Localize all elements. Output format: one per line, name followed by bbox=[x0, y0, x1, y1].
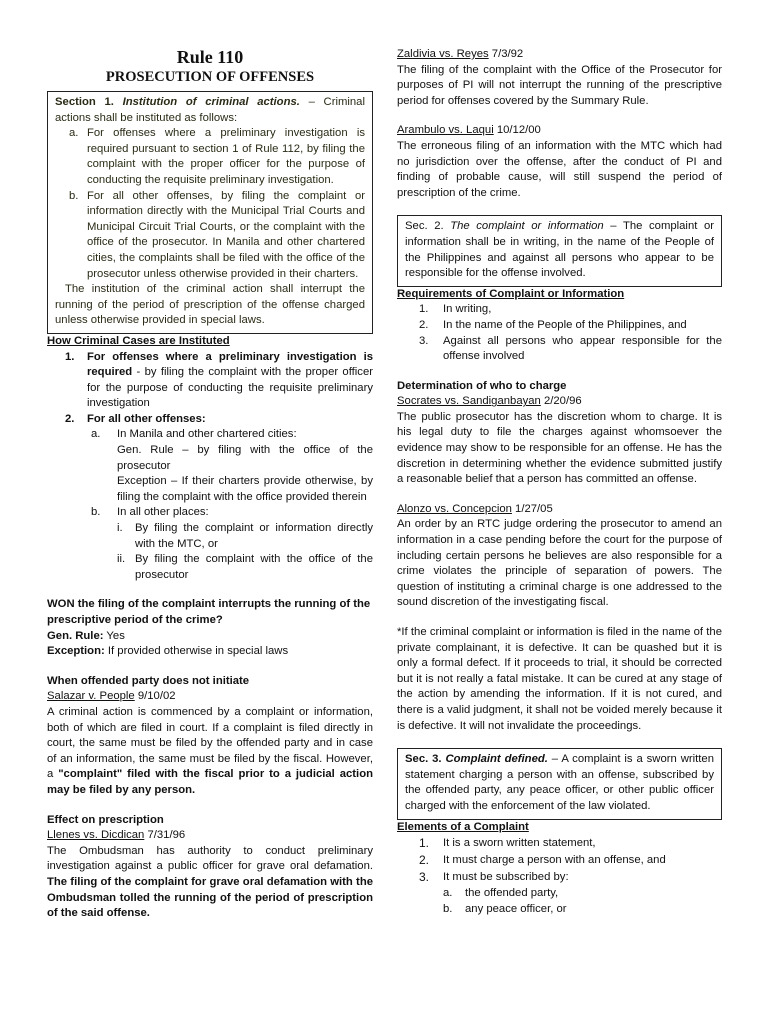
list-item-text: By filing the complaint with the office of the prosecutor bbox=[135, 553, 373, 581]
list-marker: 1. bbox=[65, 350, 75, 363]
list-marker: 2. bbox=[65, 412, 75, 425]
section-2-text bbox=[405, 219, 714, 281]
list-item-text: It must be subscribed by: bbox=[443, 871, 569, 884]
salazar-body-bold: "complaint" filed with the fiscal prior to a judicial action may be filed by any person. bbox=[47, 768, 373, 796]
list-marker: a. bbox=[91, 428, 101, 441]
rule-subtitle: PROSECUTION OF OFFENSES bbox=[105, 69, 315, 85]
how-item-2b-ii bbox=[47, 552, 373, 583]
section-3-label: Sec. 3. bbox=[405, 753, 442, 766]
how-item-1-bold: For offenses where a preliminary investigation is required bbox=[87, 350, 373, 379]
section-3-title: Complaint defined. bbox=[445, 753, 548, 766]
list-marker: a. bbox=[69, 127, 79, 140]
spacer bbox=[397, 109, 722, 123]
list-item-text: In all other places: bbox=[117, 506, 209, 519]
section-1-title: Institution of criminal actions. bbox=[122, 96, 300, 108]
how-item-2b bbox=[47, 505, 373, 521]
alonzo-case bbox=[397, 502, 722, 518]
list-marker: b. bbox=[69, 189, 79, 202]
how-exception: Exception – If their charters provide otherwise, by filing the complaint with the office provided therein bbox=[117, 475, 373, 503]
spacer bbox=[397, 734, 722, 748]
requirements-item bbox=[397, 334, 722, 365]
section-2-rest: – The complaint or information shall be in writing, in the name of the People of the Philippines and against all persons who appear to be responsible for the offense involved. bbox=[405, 220, 714, 280]
list-item-text: In Manila and other chartered cities: bbox=[117, 428, 297, 441]
list-item-text: For offenses where a preliminary investigation is required pursuant to section 1 of Rule 112, by filing the complaint with the proper officer for the purpose of conducting the requisite preliminary investigation. bbox=[87, 127, 365, 186]
list-marker: b. bbox=[91, 506, 101, 519]
section-3-text bbox=[405, 752, 714, 814]
won-exc-label: Exception: bbox=[47, 645, 105, 658]
case-date: 7/31/96 bbox=[144, 829, 186, 842]
won-exc-value: If provided otherwise in special laws bbox=[104, 645, 289, 658]
spacer bbox=[397, 611, 722, 625]
case-name: Socrates vs. Sandiganbayan bbox=[397, 395, 541, 408]
list-item-text: the offended party, bbox=[465, 887, 559, 900]
spacer bbox=[397, 365, 722, 379]
elements-item bbox=[397, 869, 722, 886]
list-marker: a. bbox=[443, 887, 453, 900]
list-marker: 3. bbox=[419, 870, 430, 885]
list-item-text bbox=[87, 350, 373, 412]
case-date: 2/20/96 bbox=[540, 395, 582, 408]
spacer bbox=[47, 583, 373, 597]
section-3-box bbox=[397, 748, 722, 819]
requirements-item bbox=[397, 302, 722, 318]
won-gen-rule bbox=[47, 629, 373, 645]
case-date: 9/10/02 bbox=[134, 690, 176, 703]
case-date: 7/3/92 bbox=[488, 48, 524, 60]
list-marker: b. bbox=[443, 902, 453, 915]
section-1-item-a bbox=[55, 126, 365, 188]
list-item-text: In the name of the People of the Philippines, and bbox=[443, 318, 687, 331]
salazar-body bbox=[47, 705, 373, 799]
list-marker: 2. bbox=[419, 318, 429, 331]
socrates-body: The public prosecutor has the discretion whom to charge. It is his legal duty to file the charges against whomsoever the evidence may show to be responsible for an offense. He has the discretion in determining whether the evidence submitted justify a reasonable belief that a person has committed an offense. bbox=[397, 410, 722, 486]
case-name: Zaldivia vs. Reyes bbox=[397, 48, 489, 60]
list-item-text: any peace officer, or bbox=[465, 902, 567, 915]
elements-subitem bbox=[397, 902, 722, 918]
section-1-intro-text: – Criminal actions shall be instituted as follows: bbox=[55, 96, 365, 124]
list-item-text: By filing the complaint or information directly with the MTC, or bbox=[135, 522, 373, 550]
determination-heading: Determination of who to charge bbox=[397, 379, 567, 392]
section-2-box bbox=[397, 215, 722, 286]
how-item-2a bbox=[47, 427, 373, 443]
requirements-item bbox=[397, 318, 722, 334]
arambulo-case bbox=[397, 123, 722, 139]
elements-heading: Elements of a Complaint bbox=[397, 820, 529, 833]
won-question: WON the filing of the complaint interrupts the running of the prescriptive period of the crime? bbox=[47, 598, 371, 626]
list-item-text: Against all persons who appear responsible for the offense involved bbox=[443, 334, 722, 363]
case-date: 1/27/05 bbox=[511, 502, 553, 515]
salazar-body-text: A criminal action is commenced by a complaint or information, both of which are filed in court. If a complaint is filed directly in court, the same must be filed by the offended party and in case of an information, the same must be filed by the fiscal. However, a bbox=[47, 705, 373, 781]
llenes-body bbox=[47, 844, 373, 922]
case-name: Alonzo vs. Concepcion bbox=[397, 502, 512, 515]
alonzo-body: An order by an RTC judge ordering the prosecutor to amend an information in a case pending before the court for the purpose of including certain persons he believes are also responsible for a crime violates the principle of separation of powers. The question of instituting a criminal charge is one addressed to the sound discretion of the investigating fiscal. bbox=[397, 518, 722, 609]
left-column bbox=[47, 0, 373, 922]
how-heading: How Criminal Cases are Instituted bbox=[47, 334, 230, 347]
how-item-2 bbox=[47, 412, 373, 428]
elements-subitem bbox=[397, 886, 722, 902]
section-1-label: Section 1. bbox=[55, 96, 114, 108]
section-1-intro bbox=[55, 95, 365, 126]
elements-item bbox=[397, 852, 722, 869]
won-exception bbox=[47, 644, 373, 660]
list-item-text: In writing, bbox=[443, 303, 492, 316]
socrates-case bbox=[397, 394, 722, 410]
list-item-text: It must charge a person with an offense, and bbox=[443, 854, 666, 867]
offended-heading: When offended party does not initiate bbox=[47, 674, 250, 687]
how-item-1 bbox=[47, 350, 373, 412]
list-marker: 1. bbox=[419, 303, 429, 316]
list-item-text: It is a sworn written statement, bbox=[443, 837, 596, 850]
how-item-1-rest: - by filing the complaint with the proper officer for the purpose of conducting the requisite preliminary investigation bbox=[87, 366, 373, 410]
section-2-title: The complaint or information bbox=[450, 220, 604, 233]
arambulo-body: The erroneous filing of an information with the MTC which had no jurisdiction over the offense, after the conduct of PI and finding of probable cause, will still suspend the period of prescription of the crime. bbox=[397, 139, 722, 199]
list-marker: 3. bbox=[419, 334, 429, 347]
list-marker: 2. bbox=[419, 853, 430, 868]
llenes-body-text: The Ombudsman has authority to conduct preliminary investigation against a public officer for grave oral defamation. bbox=[47, 844, 373, 873]
list-item-text: For all other offenses, by filing the complaint or information directly with the Municipal Trial Courts and Municipal Circuit Trial Courts, or the complaint with the office of the prosecutor. In Manila and other chartered cities, the complaints shall be filed with the office of the prosecutor unless otherwise provided in their charters. bbox=[87, 189, 365, 280]
zaldivia-body: The filing of the complaint with the Office of the Prosecutor for purposes of PI will not interrupt the running of the prescriptive period for offenses covered by the Summary Rule. bbox=[397, 63, 722, 107]
list-marker: i. bbox=[117, 522, 123, 535]
spacer bbox=[397, 488, 722, 502]
case-name: Salazar v. People bbox=[47, 690, 135, 703]
spacer bbox=[47, 660, 373, 674]
case-date: 10/12/00 bbox=[493, 124, 541, 137]
requirements-heading: Requirements of Complaint or Information bbox=[397, 287, 625, 300]
list-marker: ii. bbox=[117, 553, 126, 566]
case-name: Llenes vs. Dicdican bbox=[47, 829, 145, 842]
section-2-label: Sec. 2. bbox=[405, 220, 444, 233]
spacer bbox=[397, 201, 722, 215]
salazar-case bbox=[47, 689, 373, 705]
won-gen-label: Gen. Rule: bbox=[47, 629, 104, 642]
right-column bbox=[397, 47, 722, 917]
zaldivia-case bbox=[397, 47, 722, 63]
section-3-rest: – A complaint is a sworn written statement charging a person with an offense, subscribed by the offended party, any peace officer, or other public officer charged with the enforcement of the law violated. bbox=[405, 753, 714, 812]
won-gen-value: Yes bbox=[103, 629, 125, 642]
llenes-case bbox=[47, 828, 373, 844]
how-item-2b-i bbox=[47, 521, 373, 552]
how-gen-rule: Gen. Rule – by filing with the office of the prosecutor bbox=[117, 444, 373, 472]
how-item-2-text: For all other offenses: bbox=[87, 412, 206, 425]
spacer bbox=[47, 799, 373, 813]
private-complainant-note: *If the criminal complaint or information is filed in the name of the private complainant, it is defective. It can be quashed but it is only a formal defect. If it proceeds to trial, it should be corrected but it is not really a fatal mistake. It can be cured at any stage of the action by amending the information. If it is not cured, and there is a valid judgment, it shall not be voided merely because it is defective. It will not invalidate the proceedings. bbox=[397, 626, 722, 732]
case-name: Arambulo vs. Laqui bbox=[397, 124, 494, 137]
elements-item bbox=[397, 835, 722, 852]
section-1-closing: The institution of the criminal action shall interrupt the running of the period of prescription of the offense charged unless otherwise provided in special laws. bbox=[55, 283, 365, 327]
llenes-body-bold: The filing of the complaint for grave oral defamation with the Ombudsman tolled the running of the period of prescription of the said offense. bbox=[47, 875, 373, 920]
rule-title: Rule 110 bbox=[176, 47, 244, 67]
section-1-box bbox=[47, 91, 373, 334]
effect-heading: Effect on prescription bbox=[47, 813, 164, 826]
section-1-item-b bbox=[55, 189, 365, 283]
list-marker: 1. bbox=[419, 836, 430, 851]
